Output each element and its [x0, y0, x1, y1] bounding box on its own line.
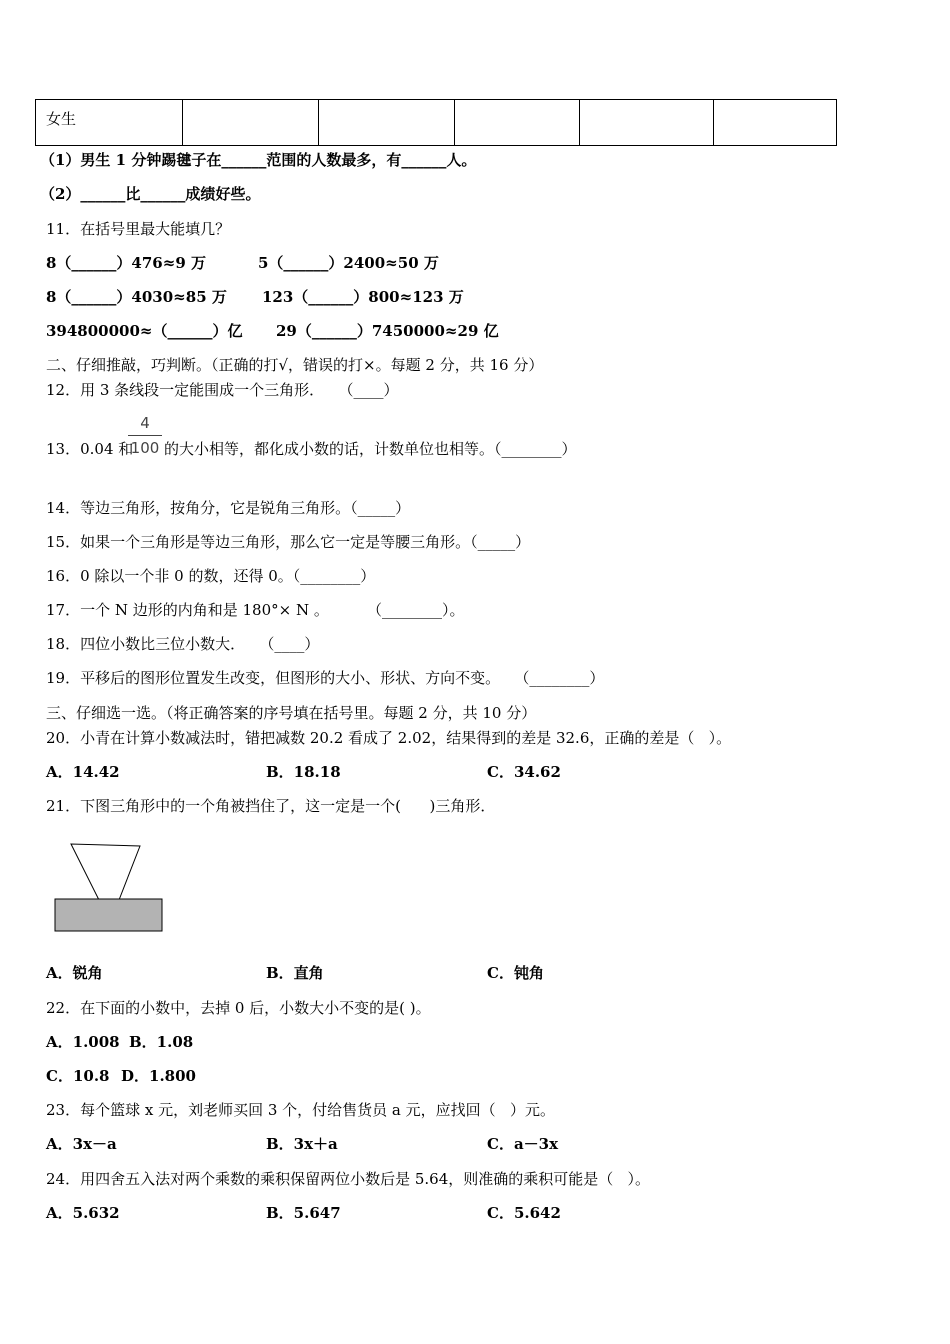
q22-option-d: D．1.800 [121, 1067, 196, 1085]
q24-option-a: A．5.632 [46, 1204, 120, 1222]
q14: 14．等边三角形，按角分，它是锐角三角形。（_____） [46, 499, 411, 517]
section3-heading: 三、仔细选一选。（将正确答案的序号填在括号里。每题 2 分，共 10 分） [46, 704, 537, 722]
table-cell [183, 100, 319, 146]
table-cell [319, 100, 455, 146]
triangle-figure [50, 838, 170, 938]
q23-stem: 23．每个篮球 x 元，刘老师买回 3 个，付给售货员 a 元，应找回（ ）元。 [46, 1101, 555, 1119]
q16: 16．0 除以一个非 0 的数，还得 0。（________） [46, 567, 376, 585]
q17: 17．一个 N 边形的内角和是 180°× N 。 （________）。 [46, 601, 465, 619]
q15: 15．如果一个三角形是等边三角形，那么它一定是等腰三角形。（_____） [46, 533, 531, 551]
q23-option-a: A．3x－a [46, 1135, 117, 1153]
q23-option-c: C．a－3x [487, 1135, 559, 1153]
q13-prefix: 13．0.04 和 [46, 440, 134, 458]
q11-title: 11．在括号里最大能填几？ [46, 220, 231, 238]
q10-part1: （1）男生 1 分钟踢毽子在______范围的人数最多，有______人。 [40, 151, 477, 169]
q22-option-a: A．1.008 [46, 1033, 120, 1051]
q20-option-b: B．18.18 [266, 763, 341, 781]
q22-option-b: B．1.08 [129, 1033, 194, 1051]
q21-stem: 21．下图三角形中的一个角被挡住了，这一定是一个( )三角形． [46, 797, 496, 815]
q22-stem: 22．在下面的小数中，去掉 0 后，小数大小不变的是( )。 [46, 999, 431, 1017]
q21-option-b: B．直角 [266, 964, 324, 982]
q11-row3-b: 29（______）7450000≈29 亿 [276, 322, 499, 340]
q24-option-b: B．5.647 [266, 1204, 341, 1222]
q20-option-c: C．34.62 [487, 763, 561, 781]
q20-option-a: A．14.42 [46, 763, 120, 781]
table-cell [580, 100, 714, 146]
q18: 18．四位小数比三位小数大． （____） [46, 635, 320, 653]
table-cell [714, 100, 837, 146]
fraction-numerator: 4 [140, 414, 150, 432]
triangle-outline [71, 844, 140, 900]
q20-stem: 20．小青在计算小数减法时，错把减数 20.2 看成了 2.02，结果得到的差是 32.6，正确的差是（ ）。 [46, 729, 732, 747]
q13-suffix: 的大小相等，都化成小数的话，计数单位也相等。（________） [164, 440, 577, 458]
row-label-cell: 女生 [36, 100, 183, 146]
q12: 12．用 3 条线段一定能围成一个三角形． （____） [46, 381, 399, 399]
q24-stem: 24．用四舍五入法对两个乘数的乘积保留两位小数后是 5.64，则准确的乘积可能是（ ）。 [46, 1170, 651, 1188]
q21-option-a: A．锐角 [46, 964, 103, 982]
q11-row1-b: 5（______）2400≈50 万 [258, 254, 439, 272]
table-row [36, 100, 837, 146]
fraction-bar [128, 435, 162, 436]
fraction-denominator: 100 [130, 439, 160, 457]
q11-row3-a: 394800000≈（______）亿 [46, 322, 243, 340]
table-cell [455, 100, 580, 146]
q11-row1-a: 8（______）476≈9 万 [46, 254, 206, 272]
q11-row2-a: 8（______）4030≈85 万 [46, 288, 227, 306]
q22-option-c: C．10.8 [46, 1067, 110, 1085]
section2-heading: 二、仔细推敲，巧判断。（正确的打√，错误的打×。每题 2 分，共 16 分） [46, 356, 544, 374]
fraction [128, 413, 162, 458]
q10-part2: （2）______比______成绩好些。 [40, 185, 261, 203]
q19: 19．平移后的图形位置发生改变，但图形的大小、形状、方向不变。 （________） [46, 669, 605, 687]
q24-option-c: C．5.642 [487, 1204, 561, 1222]
score-table [35, 99, 837, 146]
covering-block [55, 899, 162, 931]
q21-option-c: C．钝角 [487, 964, 544, 982]
q23-option-b: B．3x＋a [266, 1135, 338, 1153]
q11-row2-b: 123（______）800≈123 万 [262, 288, 464, 306]
